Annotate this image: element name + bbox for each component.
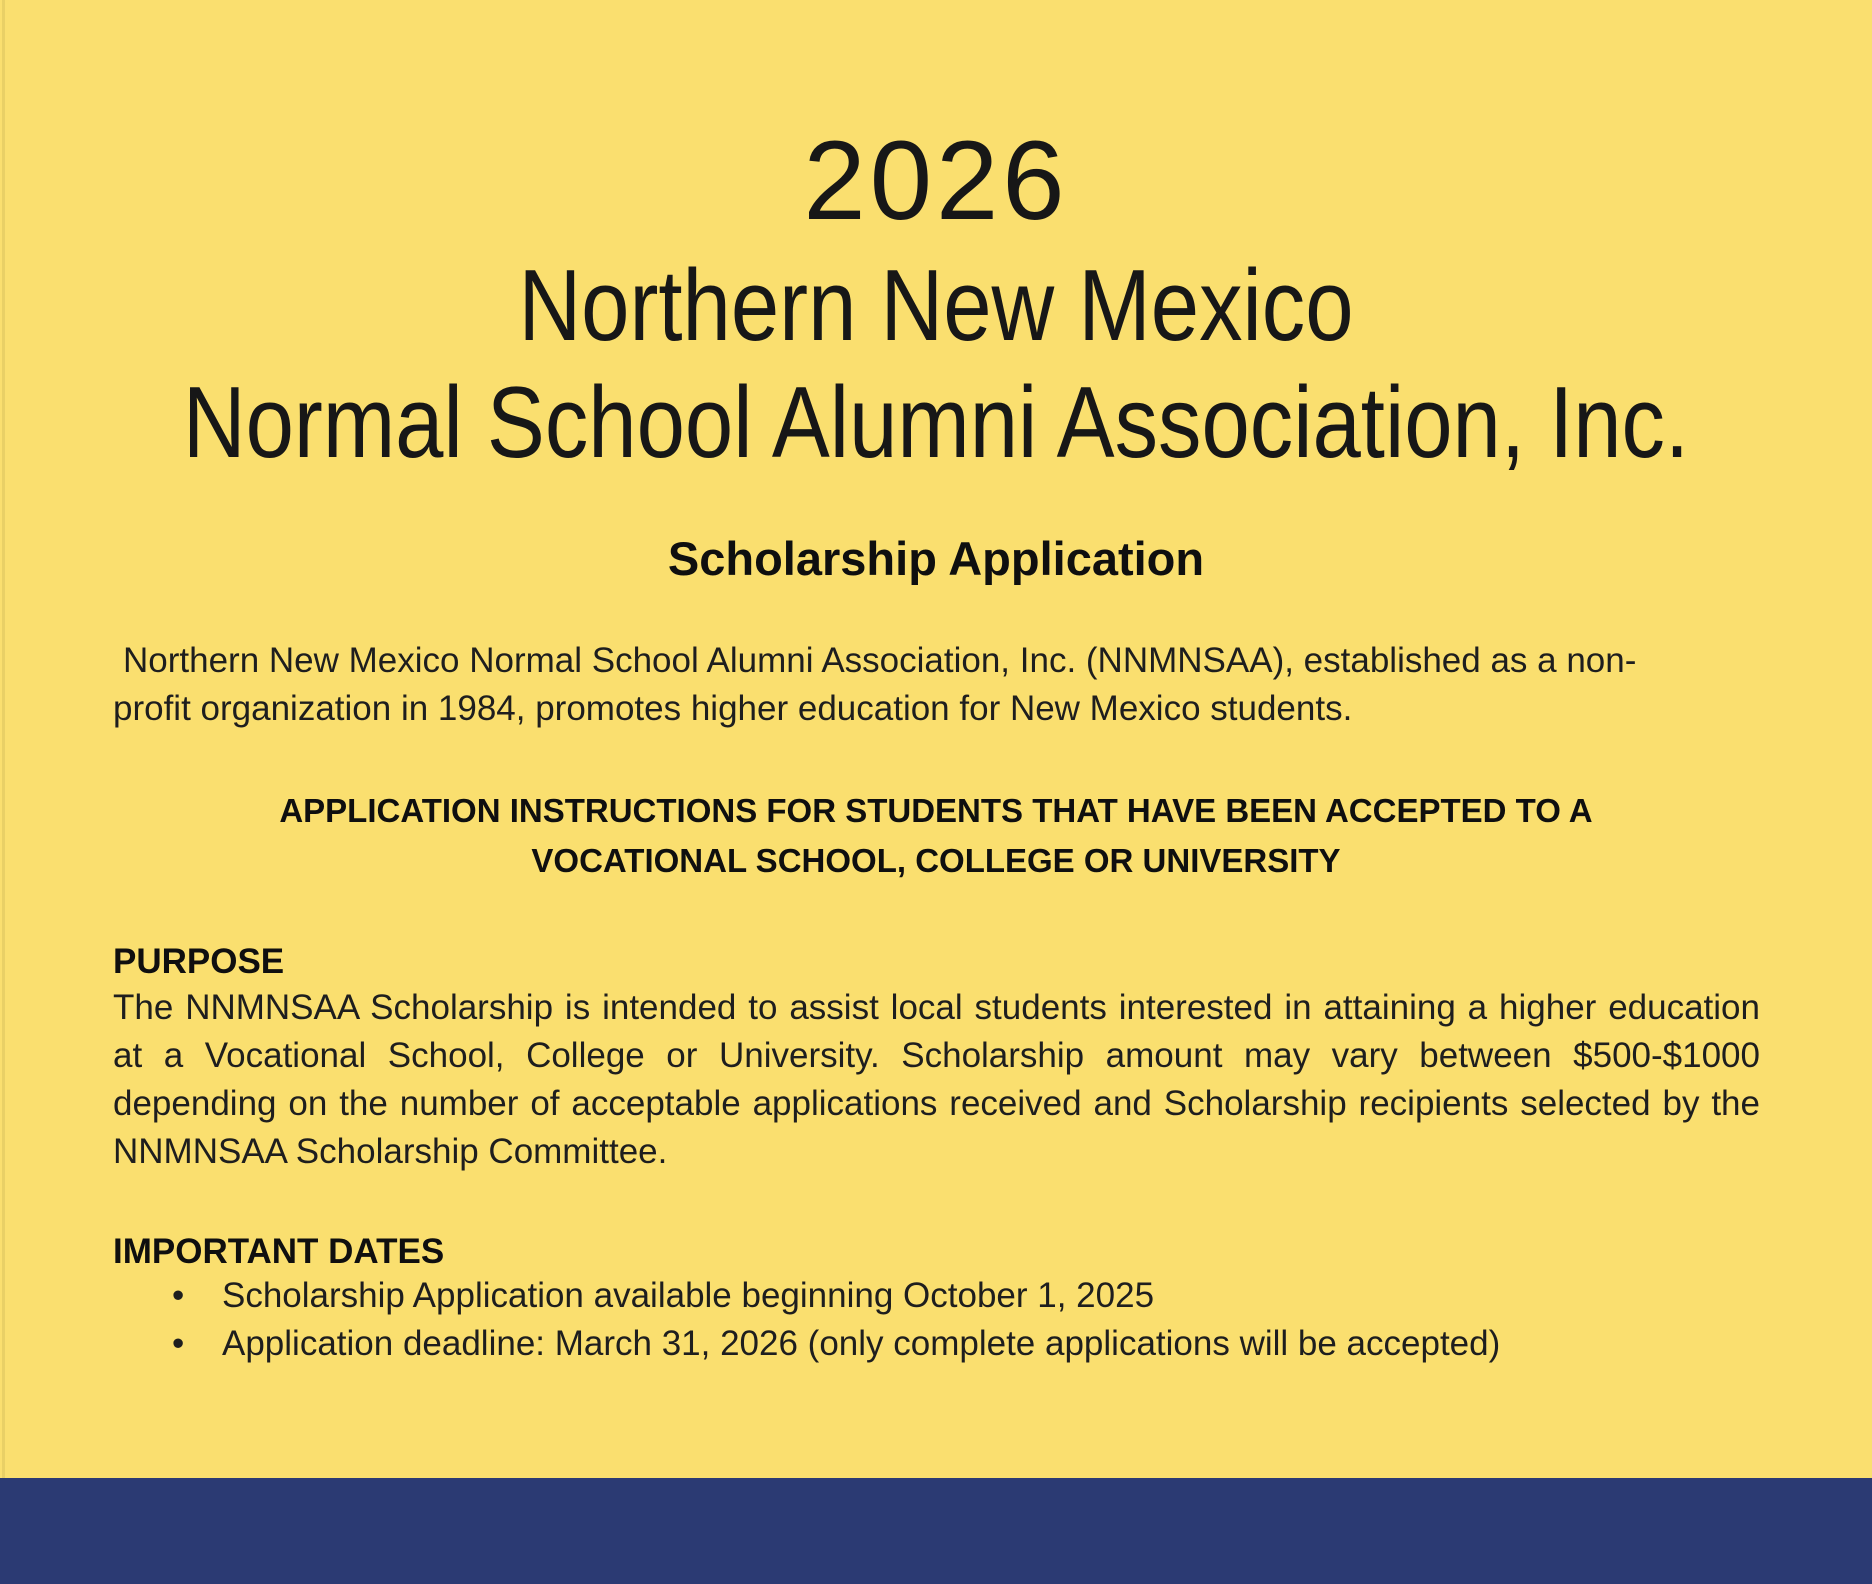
list-item-text: Application deadline: March 31, 2026 (only complete applications will be accepted)	[222, 1324, 1501, 1363]
instructions-heading-line2: VOCATIONAL SCHOOL, COLLEGE OR UNIVERSITY	[531, 842, 1341, 879]
purpose-paragraph: The NNMNSAA Scholarship is intended to assist local students interested in attaining a higher education at a Vocational School, College or University. Scholarship amount may vary between $500-$1000 depending on the number of acceptable applications received and Scholarship recipients selected by the NNMNSAA Scholarship Committee.	[113, 988, 1760, 1171]
title-org-line2: Normal School Alumni Association, Inc.	[182, 367, 1690, 479]
list-item-text: Scholarship Application available beginning October 1, 2025	[222, 1276, 1155, 1315]
title-org-line1: Northern New Mexico	[518, 250, 1354, 362]
list-item	[113, 1272, 1760, 1320]
important-dates-list	[113, 1272, 1760, 1368]
document-subtitle: Scholarship Application	[667, 532, 1205, 585]
footer-band	[0, 1478, 1872, 1584]
list-item	[113, 1320, 1760, 1368]
bullet-icon: •	[172, 1276, 185, 1315]
title-year: 2026	[803, 118, 1069, 243]
intro-paragraph: Northern New Mexico Normal School Alumni Association, Inc. (NNMNSAA), established as a non-profit organization in 1984, promotes higher education for New Mexico students.	[113, 641, 1637, 728]
important-dates-heading: IMPORTANT DATES	[113, 1232, 445, 1271]
purpose-heading: PURPOSE	[113, 942, 285, 981]
bullet-icon: •	[172, 1324, 185, 1363]
instructions-heading	[113, 786, 1759, 886]
instructions-heading-line1: APPLICATION INSTRUCTIONS FOR STUDENTS THAT HAVE BEEN ACCEPTED TO A	[279, 792, 1593, 829]
